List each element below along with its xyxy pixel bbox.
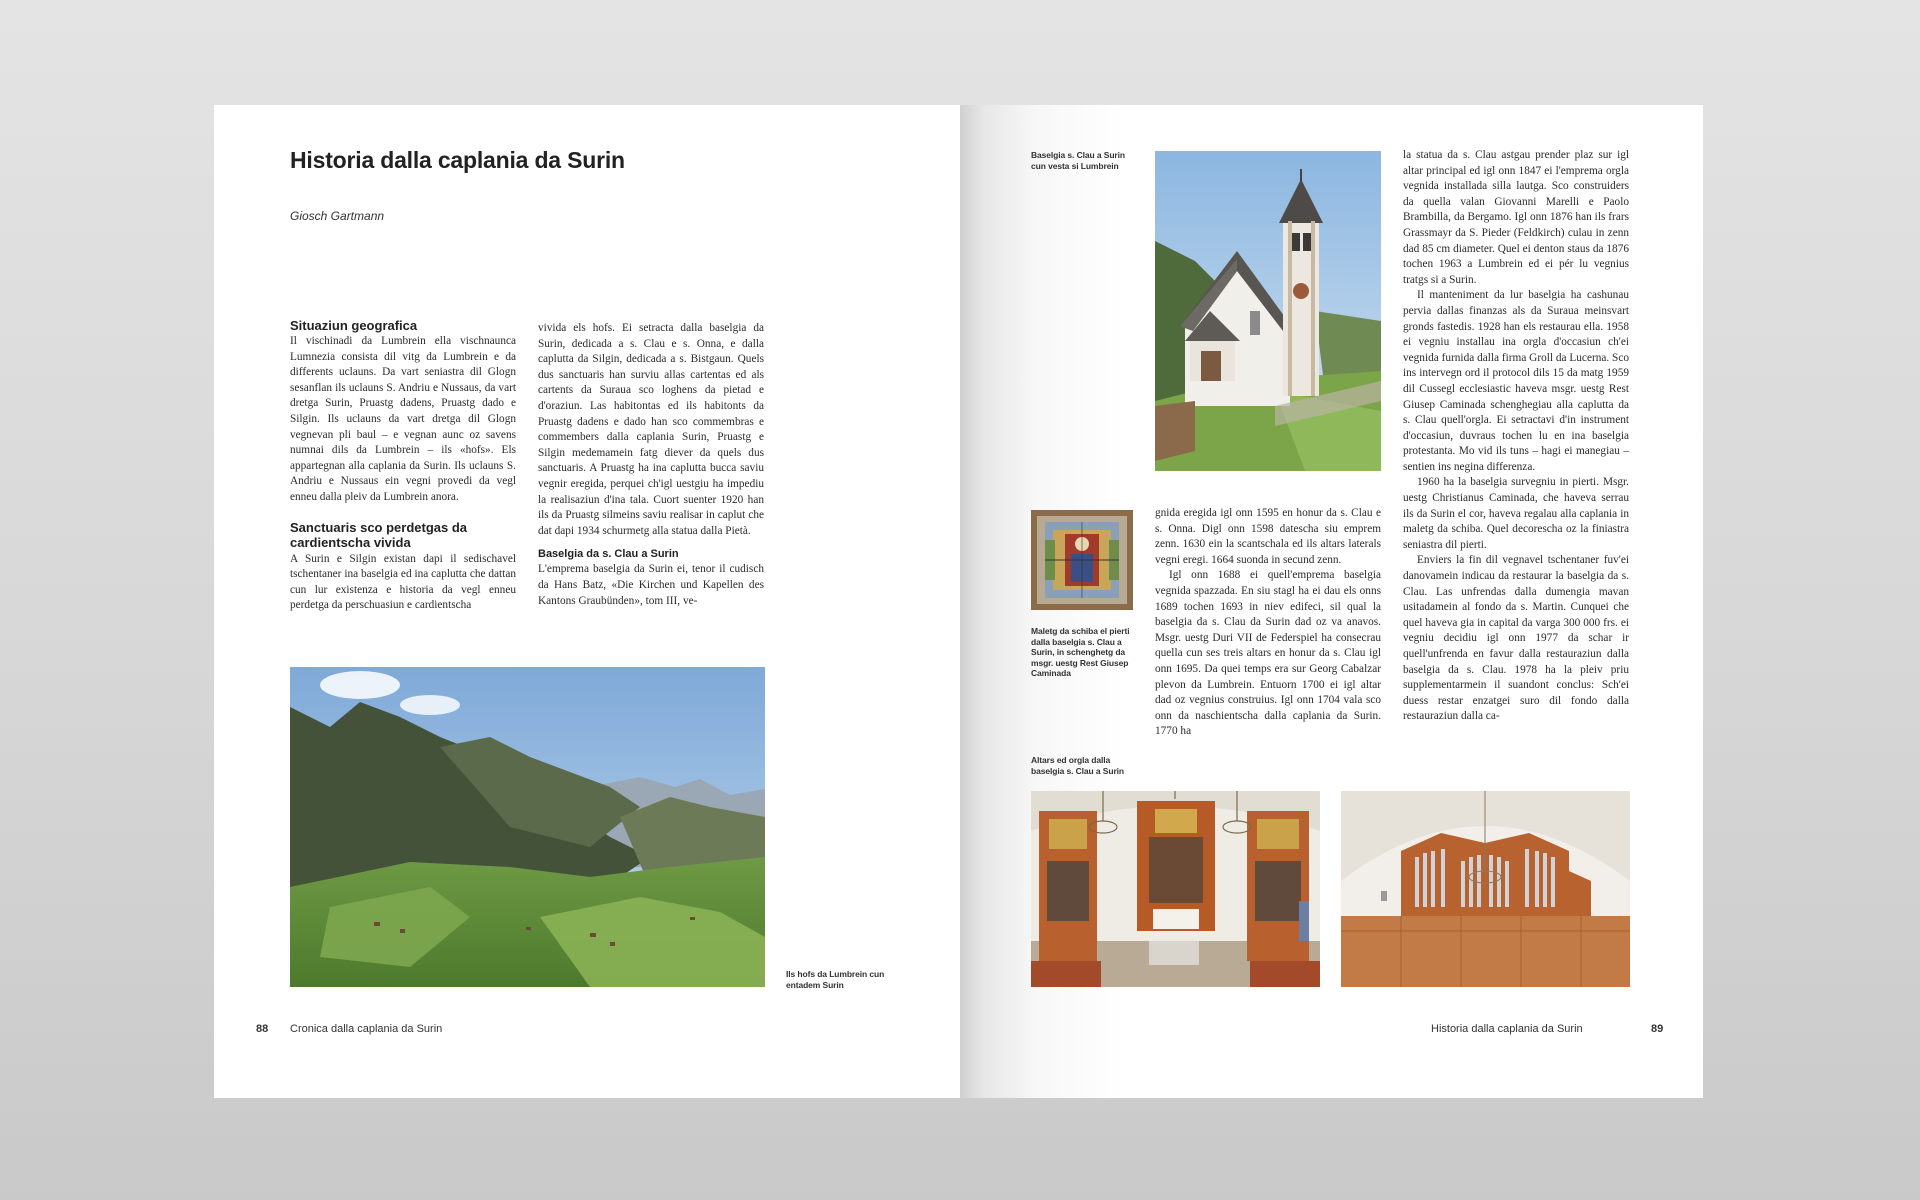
right-col1-paragraph-2: Igl onn 1688 ei quell'emprema baselgia vegnida spazzada. En siu stagl ha ei dau els onns 1689 tochen 1693 in niev edifeci, sil qual la baselgia da s. Clau da Surin dad oz va anavos. Msgr. uestg Duri VII de Federspiel ha consecrau quella cun ses treis altars en honur da s. Clau igl onn 1695. Da quei temps era sur Georg Cabalzar plevon da Lumbrein. Entuorn 1700 ei igl altar dad oz vegnius construius. Igl onn 1704 vala sco onn da naschientscha dalla caplania da Surin. 1770 ha [1155,569,1381,738]
church-photo [1155,151,1381,471]
landscape-caption: Ils hofs da Lumbrein cun entadem Surin [786,969,885,990]
left-page [214,105,960,1098]
right-col2-paragraph-1: la statua da s. Clau astgau prender plaz sur igl altar principal ed igl onn 1847 ei l'emprema orgla vegnida installada silla lautga. Sco construiders da quella valan Giovanni Marelli e Paolo Brambilla, da Bergamo. Igl onn 1876 han ils frars Grassmayr da S. Pieder (Feldkirch) culau in zenn dad 85 cm diameter. Quel ei denton staus da 1876 tochen 1963 a Lumbrein ed ei pér lu vegnius tratgs si a Surin. [1403,149,1629,286]
column2-text: vivida els hofs. Ei setracta dalla baselgia da Surin, dedicada a s. Clau e s. Onna, e dalla caplutta da Silgin, dedicada a s. Bistgaun. Quels dus sanctuaris han surviu allas cartentas ed als cartents da Suraua sco loghens da pietad e d'oraziun. Las habitontas ed ils habitonts da Pruastg dadens e dado han sco commembras e commembers dalla caplania Surin, Pruastg e Silgin medemamein fatg diever da quels dus sanctuaris. A Pruastg ha ina caplutta bucca saviu vegnir eregida, perquei ch'igl uestgiu ha impediu la realisaziun d'ina tala. Cuort suenter 1920 han ils da Pruastg silmeins saviu realisar in caplut che dat dapi 1934 schurmetg alla statua dalla Pietà. [538,322,764,537]
subheading-church-surin: Baselgia da s. Clau a Surin [538,548,679,561]
right-col1-paragraph-1: gnida eregida igl onn 1595 en honur da s. Clau e s. Onna. Digl onn 1598 datescha siu emprem zenn. 1630 ein la scantschala ed ils altars laterals vegni eregi. 1664 suonda in secund zenn. [1155,507,1381,566]
left-column-2 [538,321,764,609]
right-column-1 [1155,506,1381,740]
section-heading-sanctuaries: Sanctuaris sco perdetgas da cardientscha vivida [290,519,468,550]
right-column-2 [1403,148,1629,725]
section-heading-geography: Situaziun geografica [290,318,418,333]
chapter-title: Historia dalla caplania da Surin [290,147,625,173]
author-name: Giosch Gartmann [290,209,385,223]
interior-caption: Altars ed orgla dalla baselgia s. Clau a Surin [1031,755,1125,776]
church-caption: Baselgia s. Clau a Surin cun vesta si Lumbrein [1031,150,1125,171]
organ-photo [1341,791,1630,987]
left-column-1 [290,318,516,614]
section-text-geography: Il vischinadi da Lumbrein ella vischnaunca Lumnezia consista dil vitg da Lumbrein e da differents uclauns. Da vart seniastra dil Glogn sesanflan ils uclauns S. Andriu e Nussaus, da vart dretga Surin, Pruastg dadens, Pruastg dado e Silgin. Ils uclauns da vart dretga dil Glogn vegnevan pli baul – e vegnan aunc oz savens numnai dils da Lumbrein – ils «hofs». Els appartegnan alla caplania da Surin. Ils uclauns S. Andriu e Nussaus ein vegni provedi da vegl enneu dalla pleiv da Lumbrein anora. [290,335,516,503]
right-page [960,105,1703,1098]
stained-glass-photo [1031,510,1133,610]
page-number-left: 88 [256,1023,269,1035]
right-col2-paragraph-3: 1960 ha la baselgia survegniu in pierti. Msgr. uestg Christianus Caminada, che haveva serrau ils da Surin el cor, haveva regalau alla caplania in maletg da schiba. Quel decorescha oz la finiastra seniastra dil pierti. [1403,476,1629,551]
landscape-photo [290,667,765,987]
right-col2-paragraph-4: Enviers la fin dil vegnavel tschentaner fuv'ei danovamein indicau da restaurar la baselgia da s. Clau. Las unfrendas dalla dumengia mavan usitadamein al fondo da s. Martin. Cunquei che quel haveva gia in capital da varga 300 000 frs. ei vegniu decidiu igl onn 1977 da schar ir quell'unfrenda en favur dalla restauraziun dalla baselgia da s. Clau. 1978 ha la pleiv priu supplementarmein il suandont conclus: Sch'ei duess restar enzatgei suro dil fondo dalla restauraziun dalla ca- [1403,554,1629,723]
section-text-sanctuaries: A Surin e Silgin existan dapi il sedischavel tschentaner ina baselgia ed ina caplutta che dattan cun lur existenza e historia da vegl enneu perdetga da perschuasiun e cardientscha [290,552,516,612]
page-number-right: 89 [1651,1023,1664,1035]
stained-glass-caption: Maletg da schiba el pierti dalla baselgia s. Clau a Surin, in schenghetg da msgr. uestg Rest Giusep Caminada [1031,626,1130,678]
right-col2-paragraph-2: Il manteniment da lur baselgia ha cashunau pervia dallas finanzas als da Suraua meinsvart gronds fastedis. 1928 han els restaurau ella. 1958 ei vegniu installau ina orgla d'occasiun ch'ei vegnida furnida dalla firma Groll da Lucerna. Sco ins intervegn ord il protocol dils 15 da matg 1959 dil Cussegl ecclesiastic haveva msgr. uestg Rest Giusep Caminada schenghegiau alla caplutta da s. Clau quell'orgla. Ei setractavi d'in instrument d'occasiun, duvraus tochen lu en ina baselgia protestanta. Mo vid ils tuns – hagi ei manegiau – sentien ins negina differenza. [1403,289,1629,473]
running-footer-right: Historia dalla caplania da Surin [1431,1023,1583,1035]
altars-photo [1031,791,1320,987]
running-footer-left: Cronica dalla caplania da Surin [290,1023,443,1035]
column2-text-continued: L'emprema baselgia da Surin ei, tenor il cudisch da Hans Batz, «Die Kirchen und Kapellen des Kantons Graubünden», tom III, ve- [538,563,764,607]
